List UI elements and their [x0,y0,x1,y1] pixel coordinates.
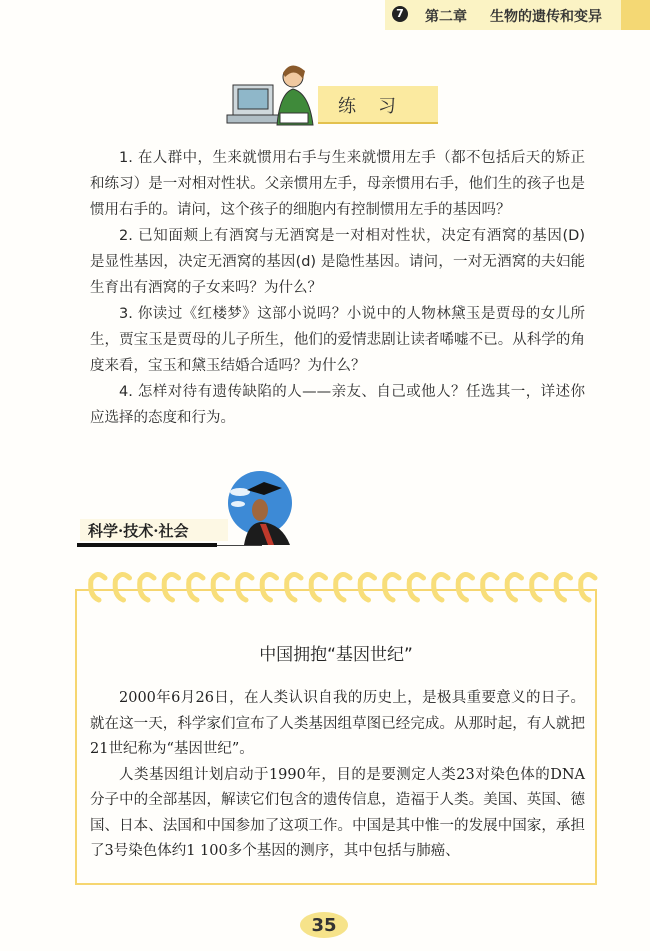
spiral-ring [360,574,374,600]
exercise-item: 2. 已知面颊上有酒窝与无酒窝是一对相对性状，决定有酒窝的基因(D) 是显性基因，决定无酒窝的基因(d) 是隐性基因。请问，一对无酒窝的夫妇能生育出有酒窝的子女来吗？为什么？ [90,228,585,296]
spiral-ring [287,574,301,600]
page-number: 35 [311,915,337,936]
spiral-ring [385,574,399,600]
exercise-title: 练习 [338,96,418,117]
spiral-ring [336,574,350,600]
spiral-ring [140,574,154,600]
spiral-ring [213,574,227,600]
graduate-illustration [222,470,302,545]
header-tab [621,0,650,30]
article-paragraph: 人类基因组计划启动于1990年，目的是要测定人类23对染色体的DNA分子中的全部基因，解读它们包含的遗传信息，造福于人类。美国、英国、德国、日本、法国和中国参加了这项工作。中国是其中惟一的发展中国家，承担了3号染色体约1 100多个基因的测序，其中包括与肺癌、 [90,766,585,859]
article-title: 中国拥抱“基因世纪” [259,645,413,665]
exercise-item: 1. 在人群中，生来就惯用右手与生来就惯用左手（都不包括后天的矫正和练习）是一对相对性状。父亲惯用左手，母亲惯用右手，他们生的孩子也是惯用右手的。请问，这个孩子的细胞内有控制惯用左手的基因吗？ [90,150,585,218]
section-rule-thin [217,545,262,546]
exercise-heading [318,86,438,124]
exercise-item: 4. 怎样对待有遗传缺陷的人——亲友、自己或他人？任选其一，详述你应选择的态度和行为。 [90,384,585,426]
article-paragraph: 2000年6月26日，在人类认识自我的历史上，是极具重要意义的日子。就在这一天，科学家们宣布了人类基因组草图已经完成。从那时起，有人就把21世纪称为“基因世纪”。 [90,690,585,757]
spiral-ring [483,574,497,600]
spiral-ring [507,574,521,600]
spiral-ring [115,574,129,600]
spiral-ring [164,574,178,600]
spiral-ring [434,574,448,600]
spiral-ring [532,574,546,600]
student-computer-illustration [225,55,320,130]
spiral-binding [83,568,603,610]
spiral-ring [458,574,472,600]
spiral-ring [262,574,276,600]
spiral-ring [189,574,203,600]
exercise-item: 3. 你读过《红楼梦》这部小说吗？小说中的人物林黛玉是贾母的女儿所生，贾宝玉是贾母的儿子所生，他们的爱情悲剧让读者唏嘘不已。从科学的角度来看，宝玉和黛玉结婚合适吗？为什么？ [90,306,585,374]
chapter-title: 生物的遗传和变异 [490,9,602,25]
spiral-ring [311,574,325,600]
section-label: 科学·技术·社会 [80,519,228,541]
chapter-label: 第二章 [425,9,467,25]
article-body [90,686,585,865]
spiral-ring [581,574,595,600]
spiral-ring [238,574,252,600]
exercise-list [90,145,585,431]
spiral-ring [556,574,570,600]
section-rule [77,543,217,547]
spiral-ring [409,574,423,600]
spiral-ring [91,574,105,600]
chapter-number-badge: 7 [392,6,408,22]
